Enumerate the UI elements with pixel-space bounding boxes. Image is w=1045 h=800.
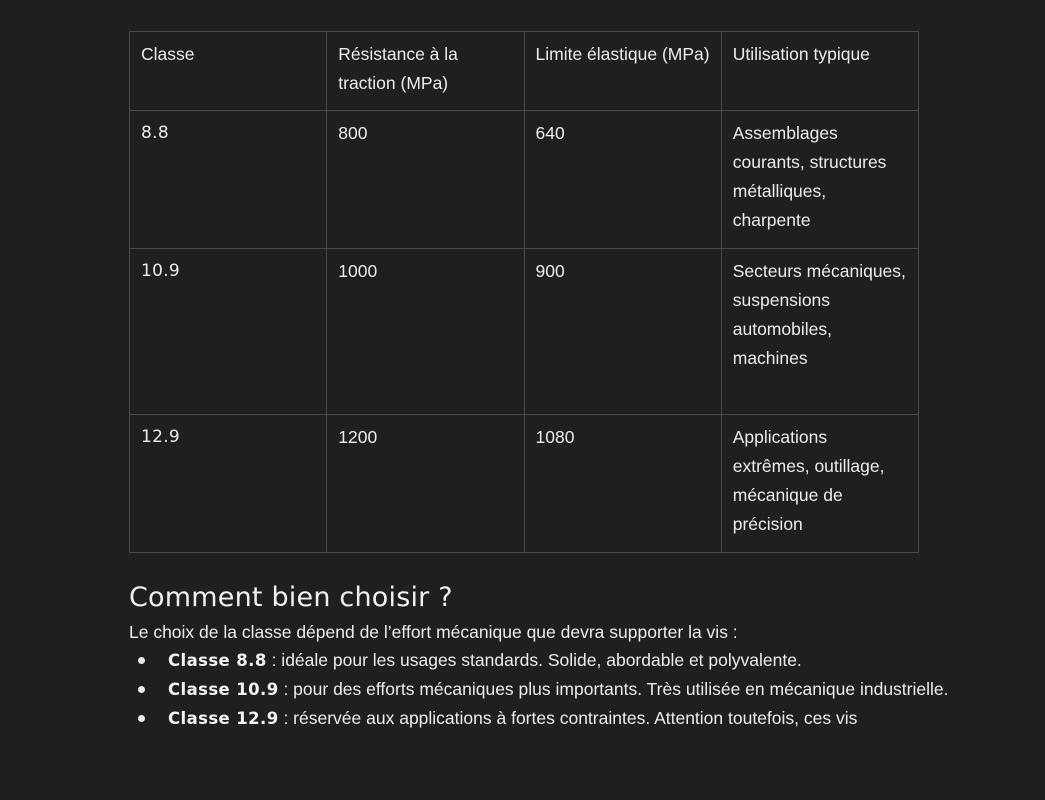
bolt-class-table bbox=[129, 31, 919, 553]
bullet-icon bbox=[138, 715, 145, 722]
list-item bbox=[168, 646, 968, 675]
header-limite-elastique: Limite élastique (MPa) bbox=[524, 32, 721, 111]
header-utilisation: Utilisation typique bbox=[721, 32, 918, 111]
list-item-text: : idéale pour les usages standards. Solide, abordable et polyvalente. bbox=[266, 650, 802, 670]
article-content bbox=[129, 31, 919, 553]
list-item-class-name: Classe 10.9 bbox=[168, 680, 279, 699]
list-item-class-name: Classe 12.9 bbox=[168, 709, 279, 728]
bullet-icon bbox=[138, 657, 145, 664]
cell-utilisation: Secteurs mécaniques, suspensions automobiles, machines bbox=[721, 249, 918, 415]
cell-classe: 8.8 bbox=[130, 111, 327, 249]
list-item bbox=[168, 675, 968, 704]
list-item-text: : pour des efforts mécaniques plus importants. Très utilisée en mécanique industrielle. bbox=[278, 679, 949, 699]
cell-resistance: 1000 bbox=[327, 249, 524, 415]
cell-limite: 640 bbox=[524, 111, 721, 249]
table-row bbox=[130, 415, 919, 553]
cell-resistance: 800 bbox=[327, 111, 524, 249]
header-classe: Classe bbox=[130, 32, 327, 111]
cell-utilisation: Applications extrêmes, outillage, mécanique de précision bbox=[721, 415, 918, 553]
list-item-text: : réservée aux applications à fortes contraintes. Attention toutefois, ces vis bbox=[278, 708, 858, 728]
cell-classe: 12.9 bbox=[130, 415, 327, 553]
table-header-row bbox=[130, 32, 919, 111]
cell-limite: 1080 bbox=[524, 415, 721, 553]
header-resistance: Résistance à la traction (MPa) bbox=[327, 32, 524, 111]
bullet-icon bbox=[138, 686, 145, 693]
table-row bbox=[130, 111, 919, 249]
list-item bbox=[168, 704, 968, 733]
cell-utilisation: Assemblages courants, structures métalliques, charpente bbox=[721, 111, 918, 249]
intro-paragraph: Le choix de la classe dépend de l’effort mécanique que devra supporter la vis : bbox=[129, 622, 738, 642]
table-row bbox=[130, 249, 919, 415]
cell-classe: 10.9 bbox=[130, 249, 327, 415]
class-choice-list bbox=[129, 646, 968, 733]
cell-resistance: 1200 bbox=[327, 415, 524, 553]
section-heading: Comment bien choisir ? bbox=[129, 582, 453, 613]
list-item-class-name: Classe 8.8 bbox=[168, 651, 267, 670]
cell-limite: 900 bbox=[524, 249, 721, 415]
